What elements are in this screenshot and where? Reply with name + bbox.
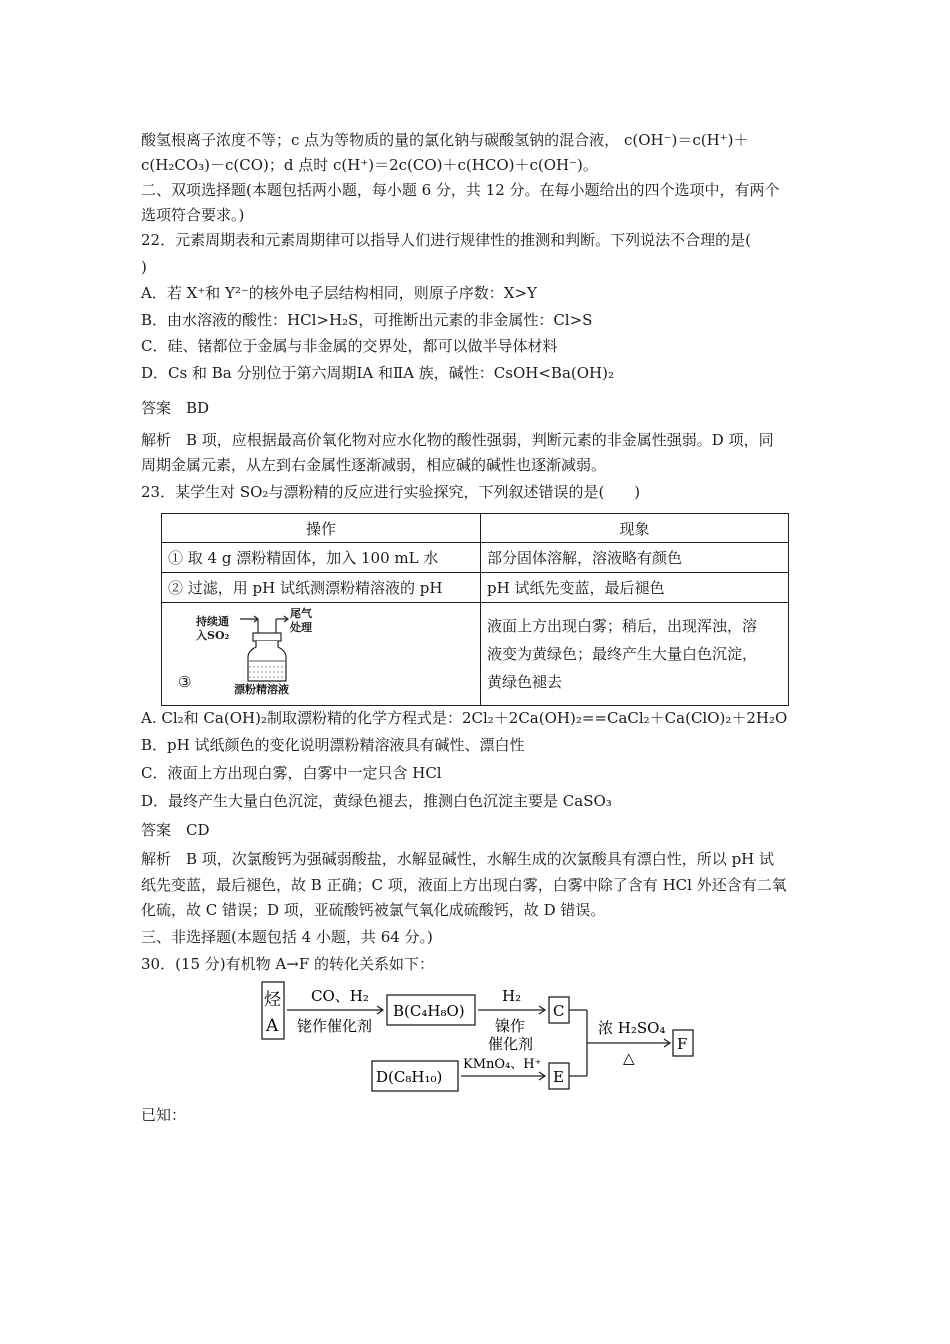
table-cell: 部分固体溶解，溶液略有颜色 xyxy=(481,543,789,573)
observation-cell xyxy=(481,603,789,706)
option-d: D．Cs 和 Ba 分别位于第六周期ⅠA 和ⅡA 族，碱性：CsOH<Ba(OH)₂ xyxy=(141,364,614,382)
outlet-label: 处理 xyxy=(290,621,312,634)
table-header-row xyxy=(162,514,789,543)
table-row xyxy=(162,543,789,573)
inlet-label: 入SO₂ xyxy=(196,629,230,642)
apparatus-cell xyxy=(162,603,481,706)
reagent-label: CO、H₂ xyxy=(311,987,369,1005)
answer-23: 答案 CD xyxy=(141,821,210,839)
reagent-label: KMnO₄、H⁺ xyxy=(463,1057,542,1072)
table-cell: pH 试纸先变蓝，最后褪色 xyxy=(481,573,789,603)
text-line: 化硫，故 C 错误；D 项，亚硫酸钙被氯气氧化成硫酸钙，故 D 错误。 xyxy=(141,901,606,919)
observation-line: 液面上方出现白雾；稍后，出现浑浊，溶 xyxy=(487,617,758,635)
outlet-label: 尾气 xyxy=(290,607,312,620)
text-line: 选项符合要求。) xyxy=(141,206,245,224)
text-line: 酸氢根离子浓度不等；c 点为等物质的量的氯化钠与碳酸氢钠的混合液， c(OH⁻)＝c(H⁺)＋ xyxy=(141,131,749,149)
table-header-phenomenon: 现象 xyxy=(481,514,789,543)
observation-line: 液变为黄绿色；最终产生大量白色沉淀， xyxy=(487,645,758,663)
table-header-operation: 操作 xyxy=(162,514,481,543)
gas-bottle-apparatus-diagram xyxy=(168,605,464,699)
solution-label: 漂粉精溶液 xyxy=(234,683,289,696)
text-line: 纸先变蓝，最后褪色，故 B 正确；C 项，液面上方出现白雾，白雾中除了含有 HCl 外还含有二氧 xyxy=(141,876,787,894)
box-b-label: B(C₄H₈O) xyxy=(393,1002,465,1020)
section-heading: 二、双项选择题(本题包括两小题，每小题 6 分，共 12 分。在每小题给出的四个选项中，有两个 xyxy=(141,181,780,199)
box-f-label: F xyxy=(677,1035,688,1053)
option-d: D．最终产生大量白色沉淀，黄绿色褪去，推测白色沉淀主要是 CaSO₃ xyxy=(141,792,612,810)
option-c: C．液面上方出现白雾，白雾中一定只含 HCl xyxy=(141,764,442,782)
step-number: ③ xyxy=(178,673,192,691)
reagent-label: H₂ xyxy=(502,987,522,1005)
table-row xyxy=(162,573,789,603)
option-b: B．pH 试纸颜色的变化说明漂粉精溶液具有碱性、漂白性 xyxy=(141,736,525,754)
text-line: 周期金属元素，从左到右金属性逐渐减弱，相应碱的碱性也逐渐减弱。 xyxy=(141,456,607,474)
text-line: 已知： xyxy=(141,1106,187,1124)
option-b: B．由水溶液的酸性：HCl>H₂S，可推断出元素的非金属性：Cl>S xyxy=(141,311,593,329)
text-line: ) xyxy=(141,258,147,276)
box-a-label: 烃 xyxy=(264,990,281,1010)
reagent-label: 镍作 xyxy=(495,1017,526,1035)
question-30-stem: 30．(15 分)有机物 A→F 的转化关系如下： xyxy=(141,955,434,973)
answer-22: 答案 BD xyxy=(141,399,210,417)
box-a-label: A xyxy=(266,1016,279,1036)
analysis-22: 解析 B 项，应根据最高价氧化物对应水化物的酸性强弱，判断元素的非金属性强弱。D 项，同 xyxy=(141,431,774,449)
text-line: c(H₂CO₃)－c(CO)；d 点时 c(H⁺)＝2c(CO)＋c(HCO)＋c(OH⁻)。 xyxy=(141,156,598,174)
reagent-label: 铑作催化剂 xyxy=(297,1017,373,1035)
table-row xyxy=(162,603,789,706)
option-c: C．硅、锗都位于金属与非金属的交界处，都可以做半导体材料 xyxy=(141,337,558,355)
experiment-table xyxy=(161,513,789,706)
option-a: A. Cl₂和 Ca(OH)₂制取漂粉精的化学方程式是：2Cl₂＋2Ca(OH)₂==CaCl₂＋Ca(ClO)₂＋2H₂O xyxy=(141,709,788,727)
reagent-label: 催化剂 xyxy=(488,1035,534,1053)
table-cell: ① 取 4 g 漂粉精固体，加入 100 mL 水 xyxy=(162,543,481,573)
question-22-stem: 22．元素周期表和元素周期律可以指导人们进行规律性的推测和判断。下列说法不合理的是( xyxy=(141,231,751,249)
reagent-label: △ xyxy=(623,1049,635,1067)
reagent-label: 浓 H₂SO₄ xyxy=(598,1019,666,1037)
section-heading: 三、非选择题(本题包括 4 小题，共 64 分。) xyxy=(141,928,433,946)
box-d-label: D(C₈H₁₀) xyxy=(376,1068,443,1086)
analysis-23: 解析 B 项，次氯酸钙为强碱弱酸盐，水解显碱性，水解生成的次氯酸具有漂白性，所以 pH 试 xyxy=(141,850,775,868)
conversion-scheme xyxy=(255,957,700,1094)
box-e-label: E xyxy=(553,1068,564,1086)
box-c-label: C xyxy=(553,1002,565,1020)
inlet-label: 持续通 xyxy=(196,615,229,628)
observation-line: 黄绿色褪去 xyxy=(487,673,563,691)
option-a: A．若 X⁺和 Y²⁻的核外电子层结构相同，则原子序数：X>Y xyxy=(141,284,537,302)
question-23-stem: 23．某学生对 SO₂与漂粉精的反应进行实验探究，下列叙述错误的是( ) xyxy=(141,483,641,501)
table-cell: ② 过滤，用 pH 试纸测漂粉精溶液的 pH xyxy=(162,573,481,603)
